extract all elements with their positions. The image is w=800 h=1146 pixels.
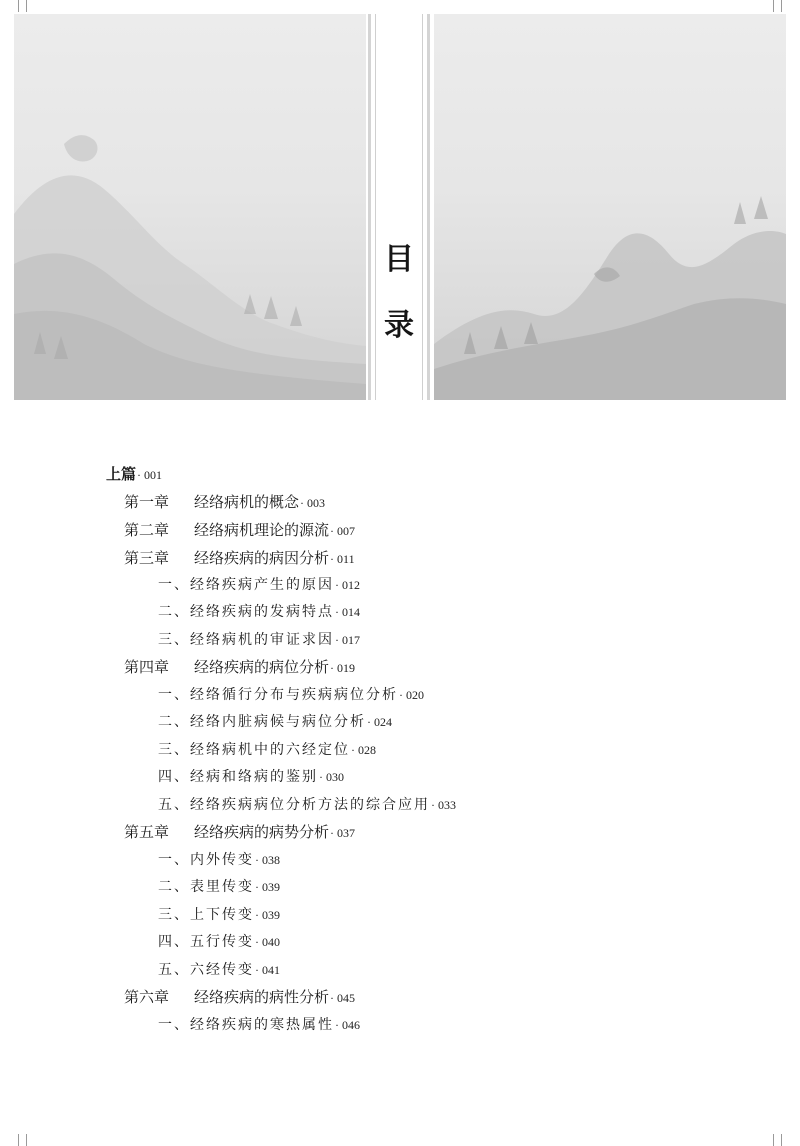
toc-title-char-2: 录 — [384, 308, 414, 343]
toc-entry-chapter[interactable]: 第三章 经络疾病的病因分析· 011 — [124, 549, 355, 567]
toc-entry-section[interactable]: 四、五行传变· 040 — [158, 934, 280, 950]
landscape-panel-left — [14, 14, 366, 400]
crop-mark-bottom-right-inner — [781, 1134, 782, 1146]
toc-entry-section[interactable]: 三、经络病机的审证求因· 017 — [158, 632, 360, 648]
toc-entry-chapter[interactable]: 第二章 经络病机理论的源流· 007 — [124, 521, 356, 539]
crop-mark-top-right-inner — [781, 0, 782, 12]
crop-mark-top-left — [18, 0, 19, 12]
landscape-painting-right — [434, 14, 786, 400]
toc-entry-section[interactable]: 一、内外传变· 038 — [158, 852, 280, 868]
toc-entry-section[interactable]: 一、经络疾病的寒热属性· 046 — [158, 1017, 360, 1033]
crop-mark-bottom-left — [18, 1134, 19, 1146]
toc-entry-section[interactable]: 三、上下传变· 039 — [158, 907, 280, 923]
toc-entry-chapter[interactable]: 第一章 经络病机的概念· 003 — [124, 493, 326, 511]
toc-entry-section[interactable]: 二、表里传变· 039 — [158, 879, 280, 895]
crop-mark-bottom-right — [773, 1134, 774, 1146]
toc-entry-section[interactable]: 三、经络病机中的六经定位· 028 — [158, 742, 376, 758]
toc-entry-section[interactable]: 五、六经传变· 041 — [158, 962, 280, 978]
title-strip — [368, 14, 430, 400]
toc-entry-section[interactable]: 一、经络疾病产生的原因· 012 — [158, 577, 360, 593]
landscape-panel-right — [434, 14, 786, 400]
toc-entry-section[interactable]: 二、经络内脏病候与病位分析· 024 — [158, 714, 392, 730]
crop-mark-bottom-left-inner — [26, 1134, 27, 1146]
crop-mark-top-right — [773, 0, 774, 12]
toc-entry-chapter[interactable]: 第五章 经络疾病的病势分析· 037 — [124, 823, 356, 841]
toc-entry-section[interactable]: 二、经络疾病的发病特点· 014 — [158, 604, 360, 620]
toc-entry-chapter[interactable]: 第六章 经络疾病的病性分析· 045 — [124, 988, 356, 1006]
toc-entry-part[interactable]: 上篇· 001 — [106, 465, 163, 483]
landscape-painting-left — [14, 14, 366, 400]
crop-mark-top-left-inner — [26, 0, 27, 12]
toc-entry-section[interactable]: 四、经病和络病的鉴别· 030 — [158, 769, 344, 785]
toc-entry-section[interactable]: 一、经络循行分布与疾病病位分析· 020 — [158, 687, 424, 703]
toc-entry-section[interactable]: 五、经络疾病病位分析方法的综合应用· 033 — [158, 797, 456, 813]
header-banner — [14, 14, 786, 400]
toc-title-char-1: 目 — [384, 242, 414, 277]
toc-entry-chapter[interactable]: 第四章 经络疾病的病位分析· 019 — [124, 658, 356, 676]
